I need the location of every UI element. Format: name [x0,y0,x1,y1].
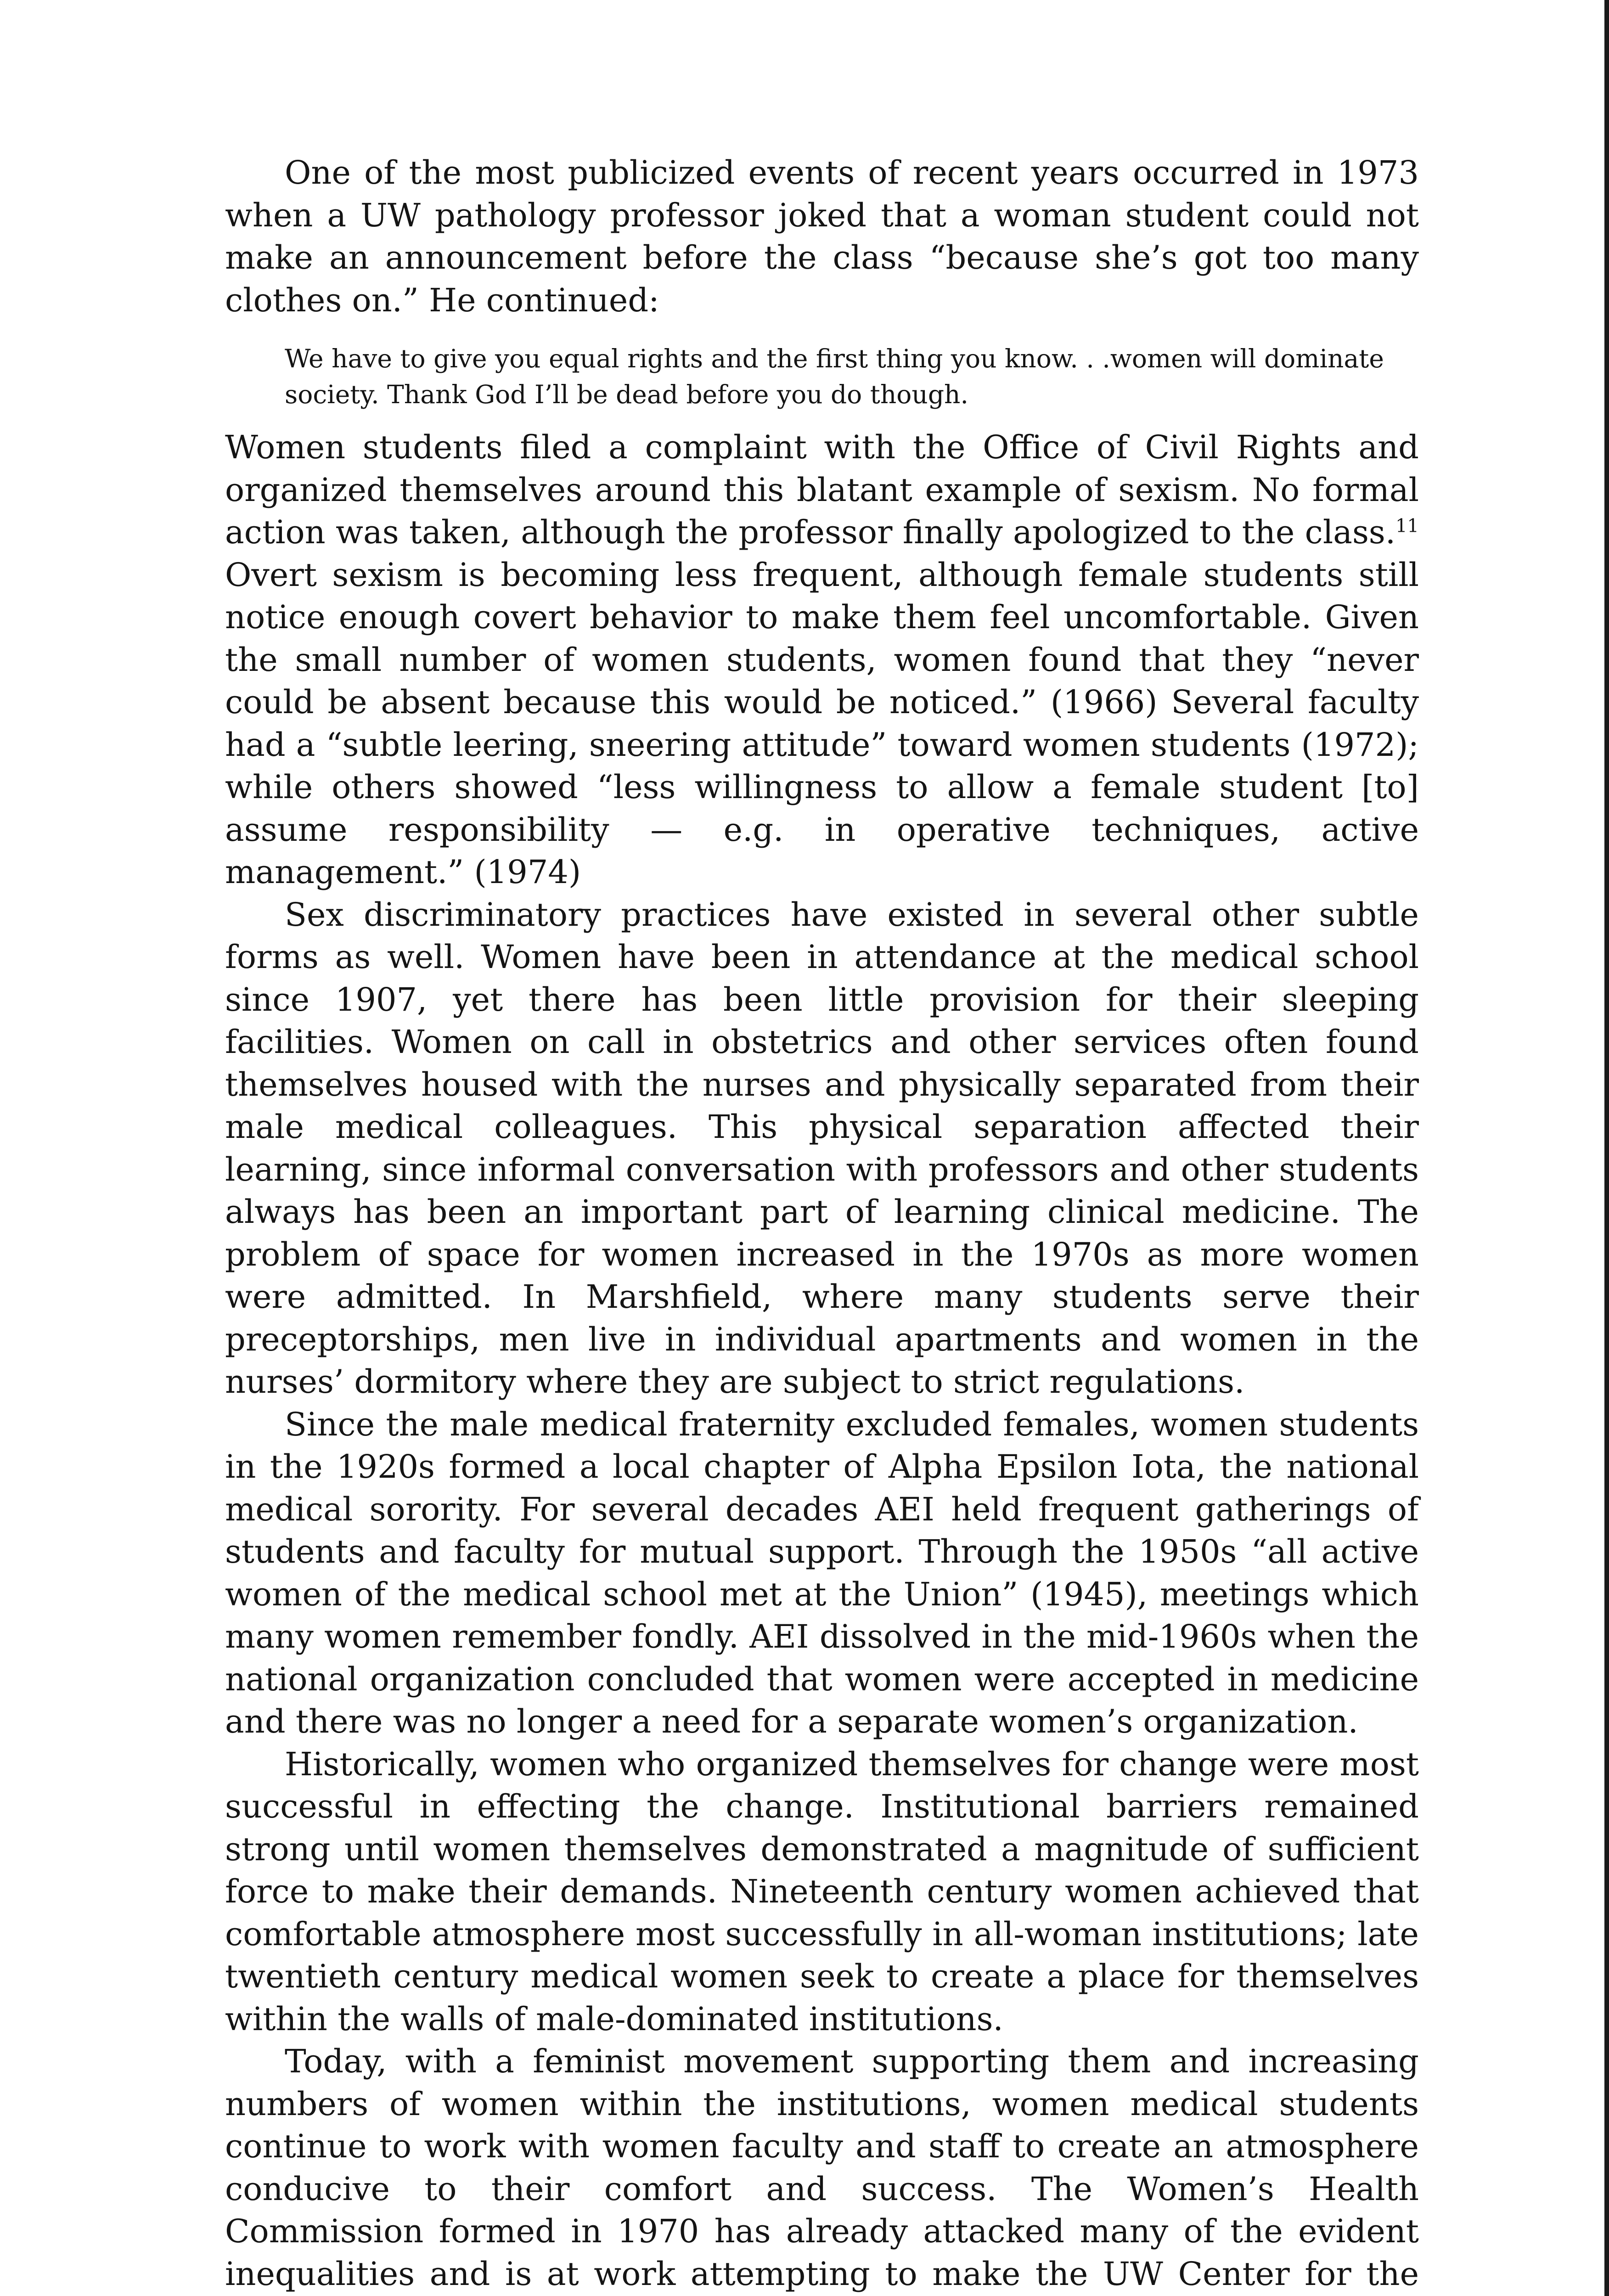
scan-edge-right [1604,0,1609,2296]
footnote-reference: 11 [1395,515,1419,537]
paragraph-4: Since the male medical fraternity excluded females, women students in the 1920s formed a local chapter of Alpha Epsilon Iota, the national medical sorority. For several decades AEI held frequent gatherings of students and faculty for mutual support. Through the 1950s “all active women of the medical school met at the Union” (1945), meetings which many women remember fondly. AEI dissolved in the mid-1960s when the national organization concluded that women were accepted in medicine and there was no longer a need for a separate women’s organization. [225,1405,1419,1740]
block-quote: We have to give you equal rights and the first thing you know. . .women will dominate society. Thank God I’ll be dead before you do though. [285,344,1384,409]
body-text [225,152,1419,2296]
paragraph-3: Sex discriminatory practices have existed in several other subtle forms as well. Women have been in attendance at the medical school since 1907, yet there has been little provision for their sleeping facilities. Women on call in obstetrics and other services often found themselves housed with the nurses and physically separated from their male medical colleagues. This physical separation affected their learning, since informal conversation with professors and other students always has been an important part of learning clinical medicine. The problem of space for women increased in the 1970s as more women were admitted. In Marshfield, where many students serve their preceptorships, men live in individual apartments and women in the nurses’ dormitory where they are subject to strict regulations. [225,895,1419,1401]
paragraph-5: Historically, women who organized themselves for change were most successful in effecting the change. Institutional barriers remained strong until women themselves demonstrated a magnitude of sufficient force to make their demands. Nineteenth century women achieved that comfortable atmosphere most successfully in all-woman institutions; late twentieth century medical women seek to create a place for themselves within the walls of male-dominated institutions. [225,1745,1419,2038]
paragraph-6: Today, with a feminist movement supporting them and increasing numbers of women within the institutions, women medical students continue to work with women faculty and staff to create an atmosphere conducive to their comfort and success. The Women’s Health Commission formed in 1970 has already attacked many of the evident inequalities and is at work attempting to make the UW Center for the [225,2043,1419,2293]
paragraph-2 [225,426,1419,894]
paragraph-2-text: Women students filed a complaint with the Office of Civil Rights and organized themselves around this blatant example of sexism. No formal action was taken, although the professor finally apologized to the class. [225,428,1419,551]
paragraph-2-continued: Overt sexism is becoming less frequent, although female students still notice enough covert behavior to make them feel uncomfortable. Given the small number of women students, women found that they “never could be absent because this would be noticed.” (1966) Several faculty had a “subtle leering, sneering attitude” toward women students (1972); while others showed “less willingness to allow a female student [to] assume responsibility — e.g. in operative techniques, active management.” (1974) [225,556,1419,891]
paragraph-1: One of the most publicized events of recent years occurred in 1973 when a UW pathology professor joked that a woman student could not make an announcement before the class “because she’s got too many clothes on.” He continued: [225,154,1419,319]
